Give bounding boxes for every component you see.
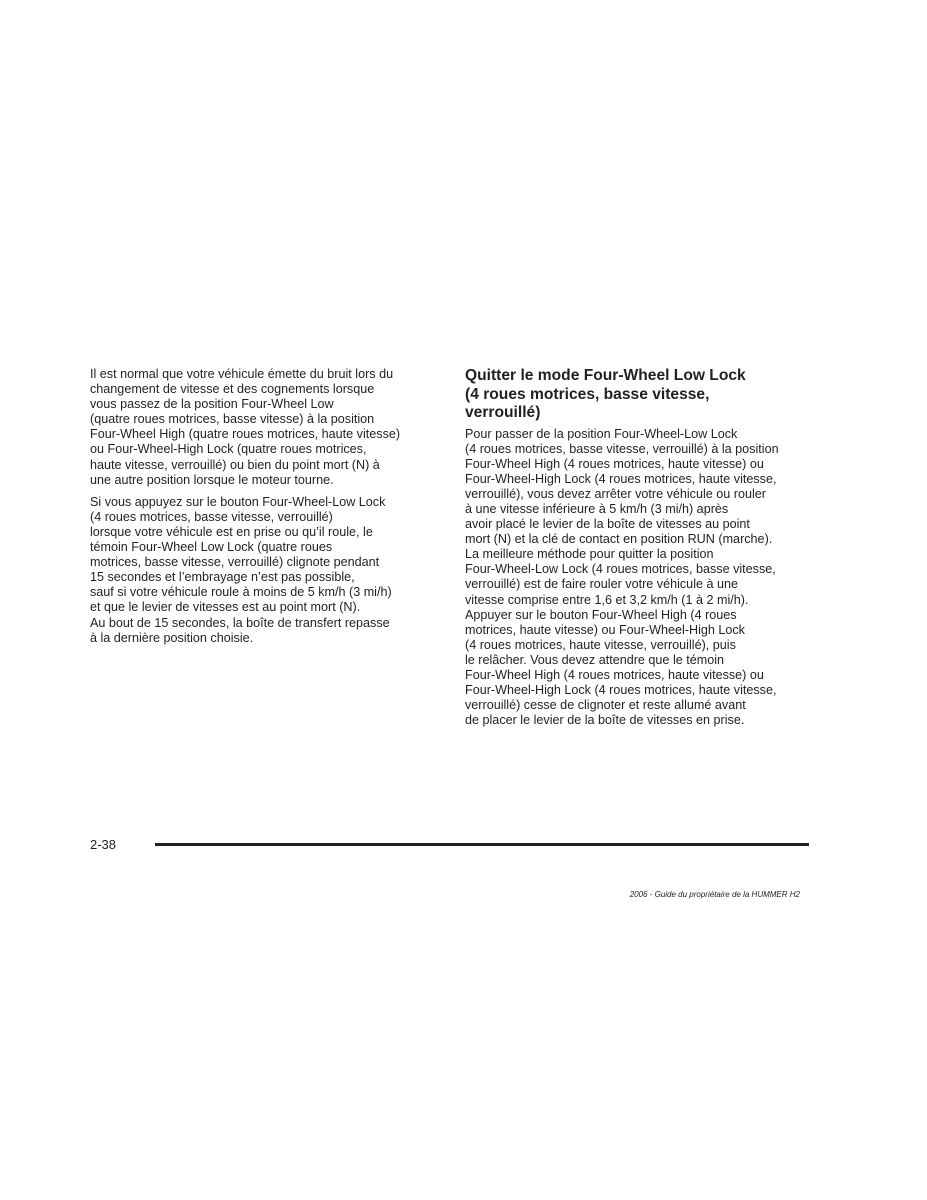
body-paragraph: Pour passer de la position Four-Wheel-Low Lock (4 roues motrices, basse vitesse, verrouillé) à la position Four-Wheel High (4 roues motrices, haute vitesse) ou Four-Wheel-High Lock (4 roues motrices, haute vitesse, verrouillé), vous devez arrêter votre véhicule ou rouler à une vitesse inférieure à 5 km/h (3 mi/h) après avoir placé le levier de la boîte de vitesses au point mort (N) et la clé de contact en position RUN (marche). La meilleure méthode pour quitter la position Four-Wheel-Low Lock (4 roues motrices, basse vitesse, verrouillé) est de faire rouler votre véhicule à une vitesse comprise entre 1,6 et 3,2 km/h (1 à 2 mi/h). Appuyer sur le bouton Four-Wheel High (4 roues motrices, haute vitesse) ou Four-Wheel-High Lock (4 roues motrices, haute vitesse, verrouillé), puis le relâcher. Vous devez attendre que le témoin Four-Wheel High (4 roues motrices, haute vitesse) ou Four-Wheel-High Lock (4 roues motrices, haute vitesse, verrouillé) cesse de clignoter et reste allumé avant de placer le levier de la boîte de vitesses en prise. — [465, 426, 779, 728]
publication-footer: 2006 - Guide du propriétaire de la HUMMER H2 — [629, 890, 800, 899]
right-column — [465, 367, 815, 735]
section-heading: Quitter le mode Four-Wheel Low Lock (4 roues motrices, basse vitesse, verrouillé) — [465, 367, 746, 421]
body-paragraph: Il est normal que votre véhicule émette du bruit lors du changement de vitesse et des cognements lorsque vous passez de la position Four-Wheel Low (quatre roues motrices, basse vitesse) à la position Four-Wheel High (quatre roues motrices, haute vitesse) ou Four-Wheel-High Lock (quatre roues motrices, haute vitesse, verrouillé) ou bien du point mort (N) à une autre position lorsque le moteur tourne. — [90, 367, 401, 487]
footer-divider — [155, 843, 809, 846]
page-number: 2-38 — [90, 837, 117, 852]
body-paragraph: Si vous appuyez sur le bouton Four-Wheel-Low Lock (4 roues motrices, basse vitesse, verrouillé) lorsque votre véhicule est en prise ou qu’il roule, le témoin Four-Wheel Low Lock (quatre roues motrices, basse vitesse, verrouillé) clignote pendant 15 secondes et l’embrayage n’est pas possible, sauf si votre véhicule roule à moins de 5 km/h (3 mi/h) et que le levier de vitesses est au point mort (N). Au bout de 15 secondes, la boîte de transfert repasse à la dernière position choisie. — [90, 494, 392, 645]
left-column — [90, 367, 440, 653]
